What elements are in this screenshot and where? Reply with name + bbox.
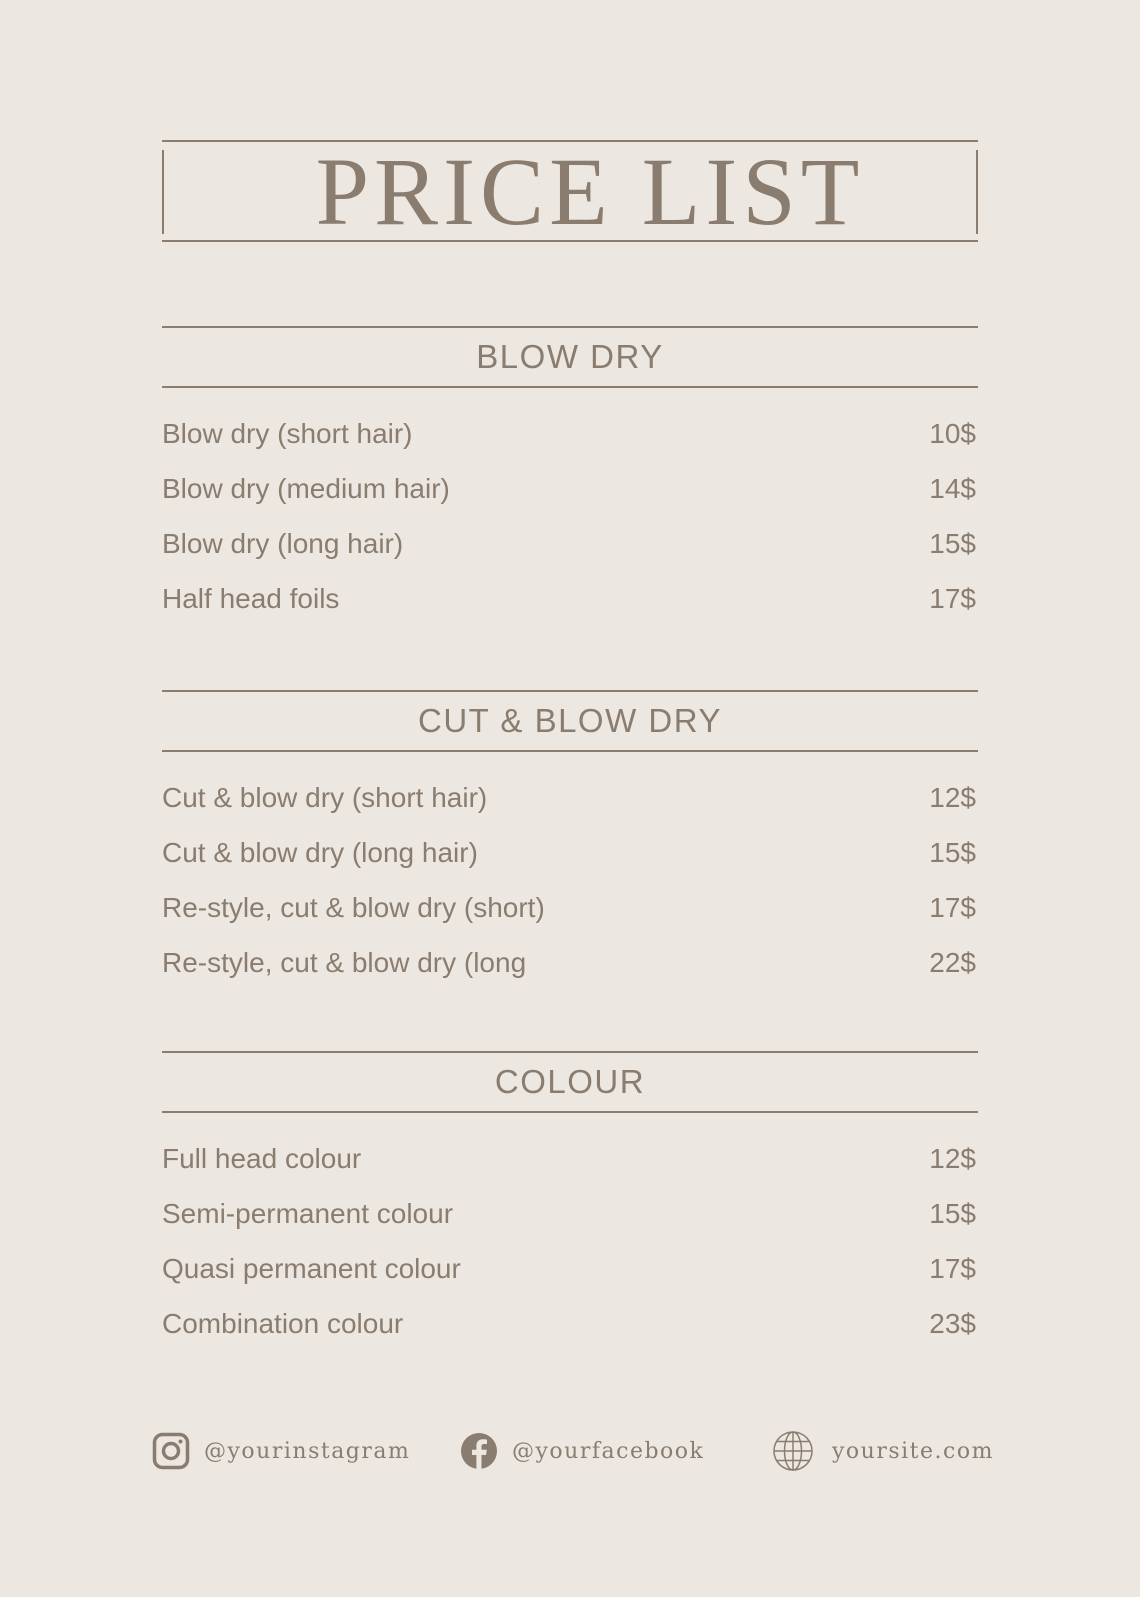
globe-icon xyxy=(772,1430,814,1472)
facebook-handle: @yourfacebook xyxy=(512,1438,705,1464)
website-link[interactable] xyxy=(772,1428,994,1474)
service-price: 23$ xyxy=(929,1307,976,1339)
service-name: Semi-permanent colour xyxy=(162,1197,454,1229)
price-row xyxy=(162,406,978,461)
section-heading: BLOW DRY xyxy=(162,326,978,388)
service-price: 17$ xyxy=(929,1252,976,1284)
instagram-link[interactable] xyxy=(152,1428,410,1474)
service-name: Blow dry (medium hair) xyxy=(162,472,450,504)
section-heading: CUT & BLOW DRY xyxy=(162,690,978,752)
service-name: Blow dry (long hair) xyxy=(162,527,404,559)
section-cut-blow-dry xyxy=(162,690,978,990)
service-name: Cut & blow dry (short hair) xyxy=(162,781,488,813)
price-row xyxy=(162,770,978,825)
section-blow-dry xyxy=(162,326,978,626)
service-name: Full head colour xyxy=(162,1142,362,1174)
price-items xyxy=(162,770,978,990)
website-url: yoursite.com xyxy=(832,1438,994,1464)
instagram-handle: @yourinstagram xyxy=(204,1438,411,1464)
service-price: 17$ xyxy=(929,891,976,923)
price-items xyxy=(162,1131,978,1351)
section-heading: COLOUR xyxy=(162,1051,978,1113)
service-price: 17$ xyxy=(929,582,976,614)
price-items xyxy=(162,406,978,626)
instagram-icon xyxy=(152,1432,190,1470)
service-price: 12$ xyxy=(929,1142,976,1174)
service-name: Re-style, cut & blow dry (short) xyxy=(162,891,545,923)
price-row xyxy=(162,1296,978,1351)
price-row xyxy=(162,1241,978,1296)
service-name: Combination colour xyxy=(162,1307,404,1339)
price-row xyxy=(162,825,978,880)
page-title: PRICE LIST xyxy=(315,138,865,245)
service-price: 12$ xyxy=(929,781,976,813)
social-footer xyxy=(0,1428,1140,1474)
price-row xyxy=(162,935,978,990)
service-name: Quasi permanent colour xyxy=(162,1252,461,1284)
service-name: Re-style, cut & blow dry (long xyxy=(162,946,527,978)
service-price: 10$ xyxy=(929,417,976,449)
price-row xyxy=(162,1186,978,1241)
service-price: 22$ xyxy=(929,946,976,978)
service-price: 15$ xyxy=(929,527,976,559)
section-colour xyxy=(162,1051,978,1351)
service-price: 14$ xyxy=(929,472,976,504)
price-row xyxy=(162,461,978,516)
title-frame xyxy=(162,138,978,245)
price-row xyxy=(162,516,978,571)
service-name: Half head foils xyxy=(162,582,340,614)
service-name: Blow dry (short hair) xyxy=(162,417,413,449)
price-row xyxy=(162,1131,978,1186)
price-row xyxy=(162,880,978,935)
facebook-icon xyxy=(460,1432,498,1470)
service-price: 15$ xyxy=(929,836,976,868)
service-price: 15$ xyxy=(929,1197,976,1229)
price-row xyxy=(162,571,978,626)
facebook-link[interactable] xyxy=(460,1428,704,1474)
service-name: Cut & blow dry (long hair) xyxy=(162,836,478,868)
